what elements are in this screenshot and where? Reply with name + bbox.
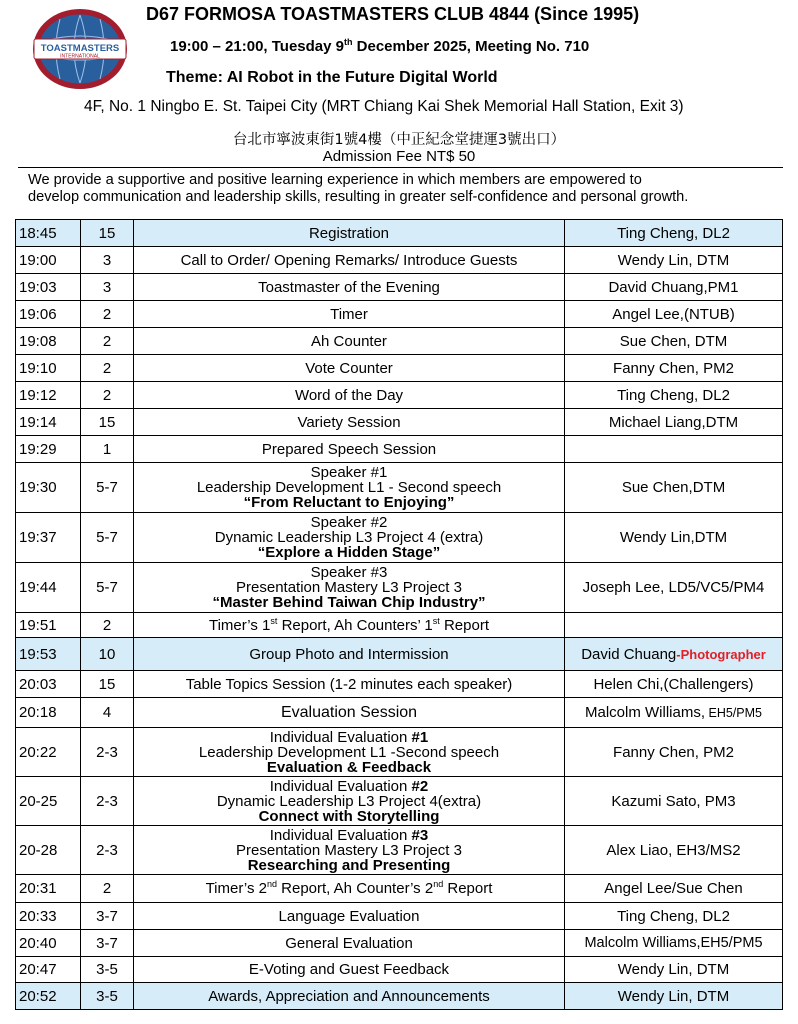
duration-cell: 15 bbox=[81, 220, 134, 247]
table-row bbox=[16, 728, 783, 777]
agenda-item-cell: Variety Session bbox=[134, 409, 565, 436]
table-row bbox=[16, 903, 783, 930]
table-row bbox=[16, 698, 783, 728]
role-cell: Wendy Lin,DTM bbox=[565, 513, 783, 563]
role-cell: Alex Liao, EH3/MS2 bbox=[565, 826, 783, 875]
time-cell: 20:22 bbox=[16, 728, 81, 777]
agenda-item-cell: Timer bbox=[134, 301, 565, 328]
duration-cell: 2 bbox=[81, 355, 134, 382]
logo-text-bottom: INTERNATIONAL bbox=[60, 53, 100, 60]
table-row bbox=[16, 328, 783, 355]
time-cell: 19:37 bbox=[16, 513, 81, 563]
duration-cell: 5-7 bbox=[81, 563, 134, 613]
time-cell: 19:00 bbox=[16, 247, 81, 274]
agenda-item-cell: Awards, Appreciation and Announcements bbox=[134, 983, 565, 1010]
time-cell: 19:10 bbox=[16, 355, 81, 382]
time-cell: 18:45 bbox=[16, 220, 81, 247]
toastmasters-logo bbox=[30, 7, 130, 91]
duration-cell: 2-3 bbox=[81, 728, 134, 777]
agenda-table bbox=[15, 219, 783, 1010]
time-cell: 20-25 bbox=[16, 777, 81, 826]
mission-line: We provide a supportive and positive learning experience in which members are empowered to bbox=[28, 172, 642, 188]
time-cell: 20:31 bbox=[16, 875, 81, 903]
duration-cell: 2 bbox=[81, 301, 134, 328]
time-cell: 20:40 bbox=[16, 930, 81, 957]
role-cell: David Chuang,PM1 bbox=[565, 274, 783, 301]
table-row bbox=[16, 983, 783, 1010]
agenda-item-cell: Timer’s 2nd Report, Ah Counter’s 2nd Report bbox=[134, 875, 565, 903]
table-row bbox=[16, 355, 783, 382]
time-cell: 19:44 bbox=[16, 563, 81, 613]
duration-cell: 5-7 bbox=[81, 513, 134, 563]
role-cell: Sue Chen, DTM bbox=[565, 328, 783, 355]
table-row bbox=[16, 513, 783, 563]
role-cell: David Chuang-Photographer bbox=[565, 638, 783, 671]
time-cell: 19:51 bbox=[16, 613, 81, 638]
table-row bbox=[16, 409, 783, 436]
duration-cell: 2 bbox=[81, 328, 134, 355]
time-cell: 20:03 bbox=[16, 671, 81, 698]
table-row bbox=[16, 436, 783, 463]
table-row bbox=[16, 957, 783, 983]
duration-cell: 3-5 bbox=[81, 957, 134, 983]
role-cell: Wendy Lin, DTM bbox=[565, 983, 783, 1010]
time-cell: 19:12 bbox=[16, 382, 81, 409]
agenda-item-cell: Call to Order/ Opening Remarks/ Introduce Guests bbox=[134, 247, 565, 274]
agenda-item-cell: Word of the Day bbox=[134, 382, 565, 409]
agenda-item-cell: Ah Counter bbox=[134, 328, 565, 355]
address-english: 4F, No. 1 Ningbo E. St. Taipei City (MRT Chiang Kai Shek Memorial Hall Station, Exit 3) bbox=[84, 98, 684, 115]
role-cell: Sue Chen,DTM bbox=[565, 463, 783, 513]
time-cell: 20-28 bbox=[16, 826, 81, 875]
meeting-datetime: 19:00 – 21:00, Tuesday 9th December 2025, Meeting No. 710 bbox=[170, 37, 590, 55]
role-cell: Fanny Chen, PM2 bbox=[565, 355, 783, 382]
table-row bbox=[16, 274, 783, 301]
agenda-item-cell: E-Voting and Guest Feedback bbox=[134, 957, 565, 983]
agenda-item-cell: Registration bbox=[134, 220, 565, 247]
duration-cell: 15 bbox=[81, 671, 134, 698]
duration-cell: 2 bbox=[81, 382, 134, 409]
duration-cell: 5-7 bbox=[81, 463, 134, 513]
agenda-item-cell: Toastmaster of the Evening bbox=[134, 274, 565, 301]
duration-cell: 3-5 bbox=[81, 983, 134, 1010]
role-cell: Michael Liang,DTM bbox=[565, 409, 783, 436]
mission-statement bbox=[28, 172, 688, 206]
role-cell: Ting Cheng, DL2 bbox=[565, 903, 783, 930]
duration-cell: 2-3 bbox=[81, 777, 134, 826]
table-row bbox=[16, 671, 783, 698]
duration-cell: 3 bbox=[81, 247, 134, 274]
duration-cell: 10 bbox=[81, 638, 134, 671]
divider bbox=[18, 167, 783, 168]
agenda-item-cell: Individual Evaluation #3 Presentation Mastery L3 Project 3 Researching and Presenting bbox=[134, 826, 565, 875]
table-row bbox=[16, 875, 783, 903]
role-cell: Ting Cheng, DL2 bbox=[565, 382, 783, 409]
agenda-item-cell: Vote Counter bbox=[134, 355, 565, 382]
time-cell: 19:30 bbox=[16, 463, 81, 513]
table-row bbox=[16, 382, 783, 409]
table-row bbox=[16, 638, 783, 671]
time-cell: 19:06 bbox=[16, 301, 81, 328]
agenda-item-cell: Speaker #1 Leadership Development L1 - Second speech “From Reluctant to Enjoying” bbox=[134, 463, 565, 513]
admission-fee: Admission Fee NT$ 50 bbox=[322, 148, 476, 165]
agenda-item-cell: Timer’s 1st Report, Ah Counters’ 1st Report bbox=[134, 613, 565, 638]
duration-cell: 2 bbox=[81, 613, 134, 638]
agenda-item-cell: Speaker #2 Dynamic Leadership L3 Project 4 (extra) “Explore a Hidden Stage” bbox=[134, 513, 565, 563]
time-cell: 19:53 bbox=[16, 638, 81, 671]
role-cell: Fanny Chen, PM2 bbox=[565, 728, 783, 777]
time-cell: 20:47 bbox=[16, 957, 81, 983]
agenda-item-cell: Prepared Speech Session bbox=[134, 436, 565, 463]
table-row bbox=[16, 563, 783, 613]
agenda-item-cell: Evaluation Session bbox=[134, 698, 565, 728]
duration-cell: 15 bbox=[81, 409, 134, 436]
time-cell: 19:03 bbox=[16, 274, 81, 301]
duration-cell: 3 bbox=[81, 274, 134, 301]
table-row bbox=[16, 826, 783, 875]
mission-line: develop communication and leadership skills, resulting in greater self-confidence and personal growth. bbox=[28, 189, 689, 205]
agenda-item-cell: Table Topics Session (1-2 minutes each speaker) bbox=[134, 671, 565, 698]
agenda-item-cell: Language Evaluation bbox=[134, 903, 565, 930]
duration-cell: 2 bbox=[81, 875, 134, 903]
role-cell: Malcolm Williams, EH5/PM5 bbox=[565, 698, 783, 728]
table-row bbox=[16, 463, 783, 513]
table-row bbox=[16, 613, 783, 638]
agenda-item-cell: Group Photo and Intermission bbox=[134, 638, 565, 671]
role-cell: Malcolm Williams,EH5/PM5 bbox=[565, 930, 783, 957]
table-row bbox=[16, 247, 783, 274]
agenda-item-cell: Speaker #3 Presentation Mastery L3 Project 3 “Master Behind Taiwan Chip Industry” bbox=[134, 563, 565, 613]
table-row bbox=[16, 777, 783, 826]
role-cell: Wendy Lin, DTM bbox=[565, 247, 783, 274]
role-cell: Helen Chi,(Challengers) bbox=[565, 671, 783, 698]
role-cell bbox=[565, 613, 783, 638]
time-cell: 20:52 bbox=[16, 983, 81, 1010]
role-cell: Ting Cheng, DL2 bbox=[565, 220, 783, 247]
time-cell: 20:18 bbox=[16, 698, 81, 728]
meeting-theme: Theme: AI Robot in the Future Digital World bbox=[166, 69, 498, 86]
duration-cell: 3-7 bbox=[81, 930, 134, 957]
time-cell: 19:08 bbox=[16, 328, 81, 355]
agenda-item-cell: General Evaluation bbox=[134, 930, 565, 957]
duration-cell: 2-3 bbox=[81, 826, 134, 875]
time-cell: 19:29 bbox=[16, 436, 81, 463]
role-cell: Wendy Lin, DTM bbox=[565, 957, 783, 983]
time-cell: 19:14 bbox=[16, 409, 81, 436]
club-title: D67 FORMOSA TOASTMASTERS CLUB 4844 (Since 1995) bbox=[146, 4, 640, 24]
role-cell: Joseph Lee, LD5/VC5/PM4 bbox=[565, 563, 783, 613]
role-cell: Kazumi Sato, PM3 bbox=[565, 777, 783, 826]
table-row bbox=[16, 301, 783, 328]
table-row bbox=[16, 220, 783, 247]
table-row bbox=[16, 930, 783, 957]
role-cell bbox=[565, 436, 783, 463]
role-cell: Angel Lee/Sue Chen bbox=[565, 875, 783, 903]
time-cell: 20:33 bbox=[16, 903, 81, 930]
duration-cell: 1 bbox=[81, 436, 134, 463]
duration-cell: 4 bbox=[81, 698, 134, 728]
agenda-item-cell: Individual Evaluation #1 Leadership Development L1 -Second speech Evaluation & Feedback bbox=[134, 728, 565, 777]
role-cell: Angel Lee,(NTUB) bbox=[565, 301, 783, 328]
address-chinese: 台北市寧波東街1號4樓（中正紀念堂捷運3號出口） bbox=[232, 132, 566, 148]
agenda-item-cell: Individual Evaluation #2 Dynamic Leadership L3 Project 4(extra) Connect with Storytelling bbox=[134, 777, 565, 826]
duration-cell: 3-7 bbox=[81, 903, 134, 930]
logo-text-top: TOASTMASTERS bbox=[40, 43, 120, 54]
